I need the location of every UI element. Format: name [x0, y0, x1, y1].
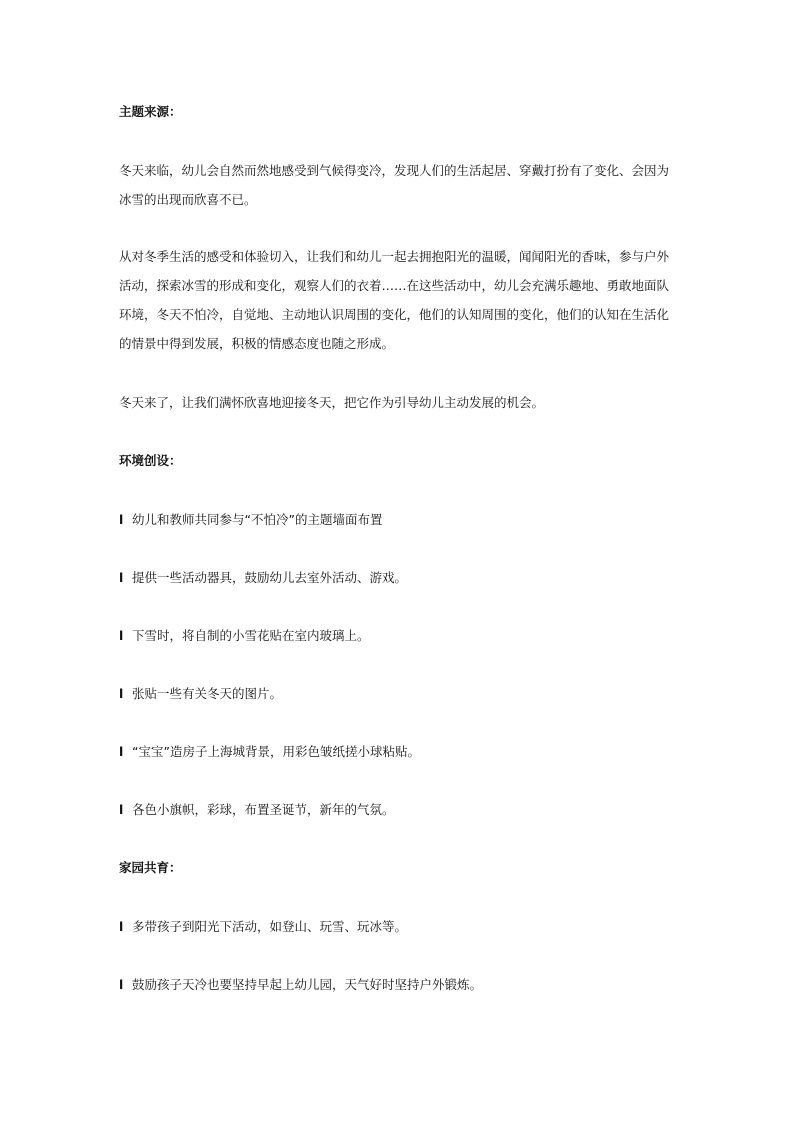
paragraph-theme-body: 从对冬季生活的感受和体验切入，让我们和幼儿一起去拥抱阳光的温暖，闻闻阳光的香味，参与户外活动，探索冰雪的形成和变化，观察人们的衣着……在这些活动中，幼儿会充满乐趣地、勇敢地面队环境，冬天不怕冷，自觉地、主动地认识周围的变化，他们的认知周围的变化，他们的认知在生活化的情景中得到发展，积极的情感态度也随之形成。 [119, 249, 670, 351]
section-heading-home-school: 家园共育： [119, 860, 182, 875]
bullet-icon: l [119, 570, 124, 585]
paragraph-theme-intro: 冬天来临，幼儿会自然而然地感受到气候得变冷，发现人们的生活起居、穿戴打扮有了变化、会因为冰雪的出现而欣喜不已。 [119, 163, 670, 207]
section-heading-environment: 环境创设： [119, 453, 182, 468]
list-item-text: 各色小旗帜，彩球，布置圣诞节，新年的气氛。 [132, 802, 395, 817]
bullet-icon: l [119, 919, 124, 934]
list-item-environment [119, 626, 677, 646]
list-item-text: 鼓励孩子天冷也要坚持早起上幼儿园，天气好时坚持户外锻炼。 [132, 977, 483, 992]
list-item-text: 提供一些活动器具，鼓励幼儿去室外活动、游戏。 [132, 570, 408, 585]
bullet-icon: l [119, 628, 124, 643]
list-item-text: 多带孩子到阳光下活动，如登山、玩雪、玩冰等。 [132, 919, 408, 934]
list-item-environment [119, 684, 677, 704]
list-item-environment [119, 800, 677, 820]
list-item-home-school [119, 917, 677, 937]
bullet-icon: l [119, 512, 124, 527]
bullet-icon: l [119, 802, 124, 817]
paragraph-theme-closing: 冬天来了，让我们满怀欣喜地迎接冬天，把它作为引导幼儿主动发展的机会。 [119, 395, 545, 410]
list-item-environment [119, 568, 677, 588]
list-item-environment [119, 742, 677, 762]
list-item-text: 幼儿和教师共同参与“不怕冷”的主题墙面布置 [132, 512, 383, 527]
bullet-icon: l [119, 686, 124, 701]
list-item-home-school [119, 975, 677, 995]
list-item-text: 张贴一些有关冬天的图片。 [132, 686, 283, 701]
list-item-text: “宝宝”造房子上海城背景，用彩色皱纸搓小球粘贴。 [132, 744, 420, 759]
list-item-environment [119, 510, 677, 530]
bullet-icon: l [119, 977, 124, 992]
section-heading-theme-source: 主题来源： [119, 104, 182, 119]
bullet-icon: l [119, 744, 124, 759]
list-item-text: 下雪时，将自制的小雪花贴在室内玻璃上。 [132, 628, 370, 643]
